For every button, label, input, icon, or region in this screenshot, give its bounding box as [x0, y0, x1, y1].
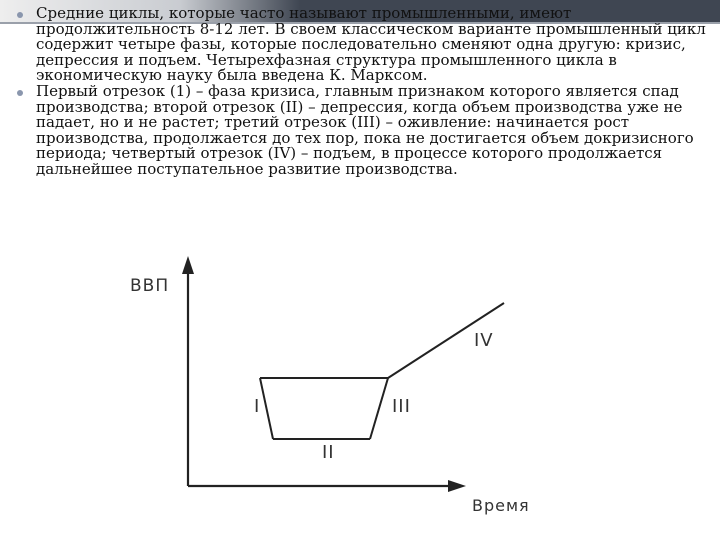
x-axis-arrow-icon [448, 480, 466, 492]
business-cycle-figure [118, 248, 558, 530]
bullet-list [14, 6, 714, 178]
phase-label-recovery: III [392, 396, 411, 417]
business-cycle-diagram [118, 248, 558, 530]
phase-label-boom: IV [474, 330, 494, 351]
phase-label-crisis: I [254, 396, 261, 417]
slide-content [14, 6, 714, 178]
bullet-text-2: Первый отрезок (1) – фаза кризиса, главным признаком которого является спад производства; второй отрезок (II) – депрессия, когда объем производства уже не падает, но и не растет; третий отрезок (III) – оживление: начинается рост производства, продолжается до тех пор, пока не достигается объем докризисного периода; четвертый отрезок (IV) – подъем, в процессе которого продолжается дальнейшее поступательное развитие производства. [36, 81, 694, 178]
phase-label-depression: II [322, 442, 335, 463]
crisis-line [260, 378, 273, 439]
bullet-dot-icon [17, 90, 23, 96]
recovery-line [370, 378, 388, 439]
y-axis-label: ВВП [130, 276, 170, 296]
bullet-item-2 [14, 81, 714, 178]
y-axis-arrow-icon [182, 256, 194, 274]
bullet-item-1 [14, 6, 714, 84]
bullet-dot-icon [17, 12, 23, 18]
x-axis-label: Время [472, 496, 530, 515]
bullet-text-1: Средние циклы, которые часто называют промышленными, имеют продолжительность 8-12 лет. В своем классическом варианте промышленный цикл содержит четыре фазы, которые последовательно сменяют одна другую: кризис, депрессия и подъем. Четырехфазная структура промышленного цикла в экономическую науку была введена К. Марксом. [36, 4, 706, 85]
